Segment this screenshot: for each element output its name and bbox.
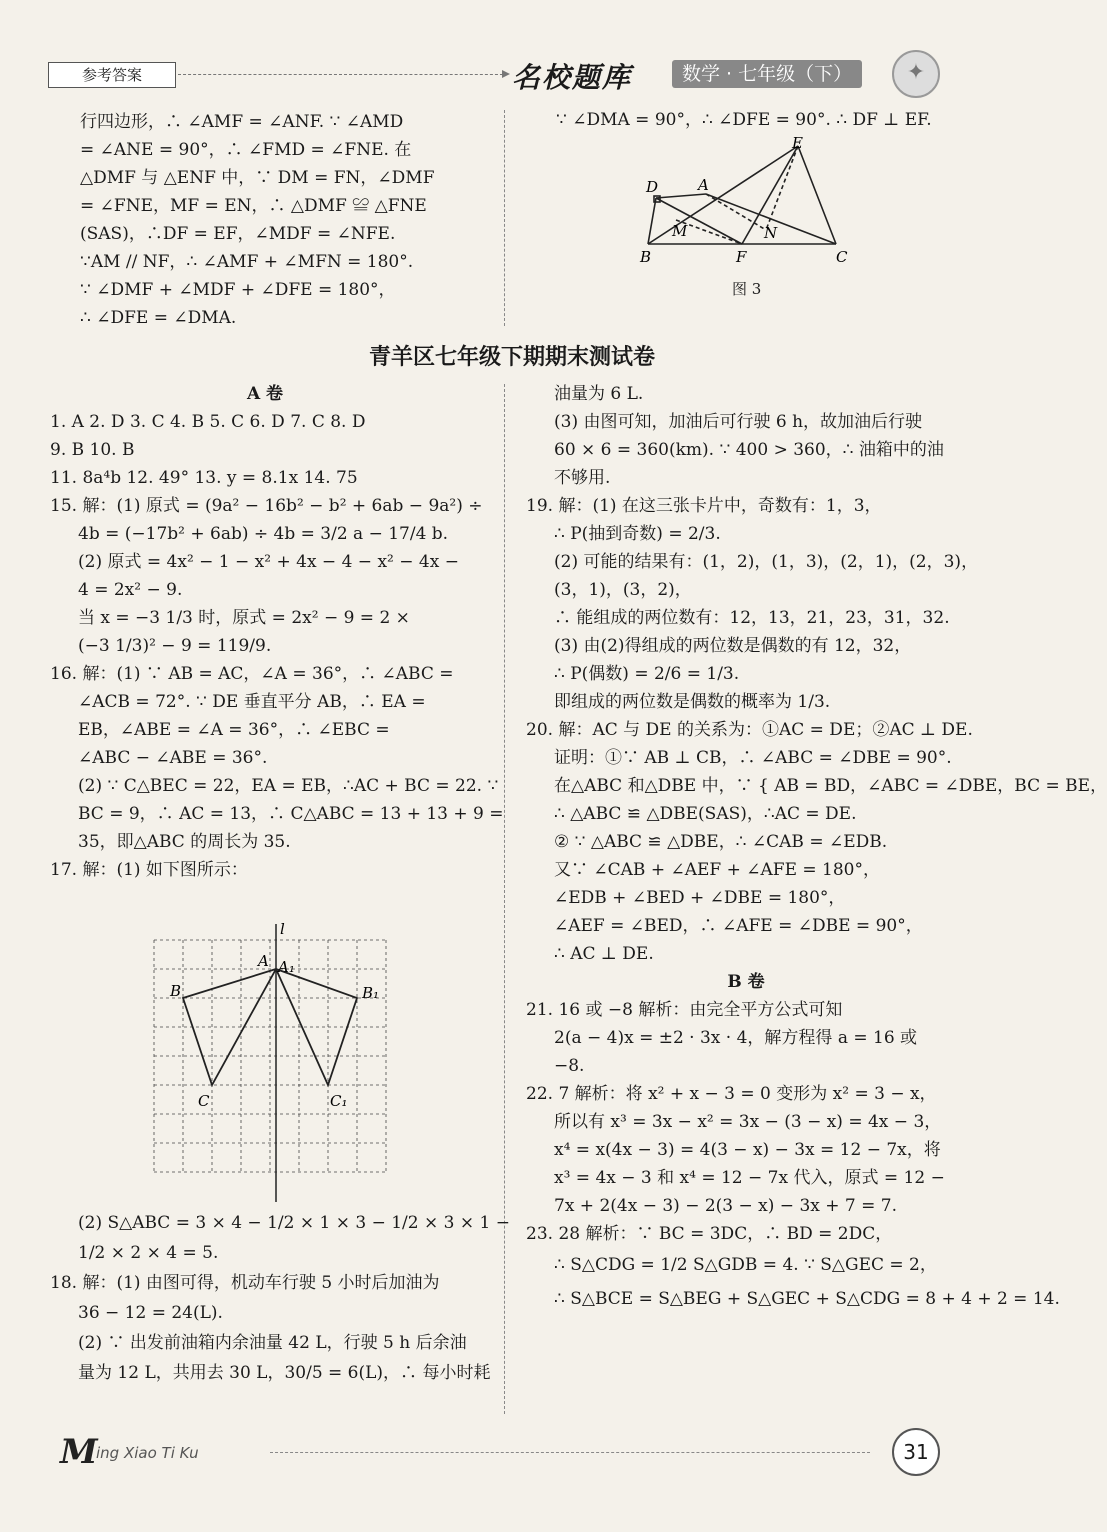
- label-c1: C₁: [330, 1092, 348, 1110]
- header-arrow: [178, 74, 508, 75]
- answers-row: 1. A 2. D 3. C 4. B 5. C 6. D 7. C 8. D: [50, 412, 366, 432]
- column-divider: [504, 110, 505, 326]
- label-e: E: [792, 134, 803, 152]
- left-top-block: [80, 108, 480, 332]
- q15-line: 4 = 2x² − 9.: [78, 580, 183, 600]
- emblem-icon: ✦: [892, 50, 940, 98]
- q16-line: EB，∠ABE = ∠A = 36°，∴ ∠EBC =: [78, 720, 390, 740]
- text-line: = ∠ANE = 90°，∴ ∠FMD = ∠FNE. 在: [80, 140, 412, 160]
- label-l: l: [280, 920, 285, 938]
- q20-line: 又∵ ∠CAB + ∠AEF + ∠AFE = 180°，: [554, 860, 880, 880]
- q15-line: (−3 1/3)² − 9 = 119/9.: [78, 636, 272, 656]
- answers-row: 9. B 10. B: [50, 440, 135, 460]
- q15-line: 当 x = −3 1/3 时，原式 = 2x² − 9 = 2 ×: [78, 608, 410, 628]
- label-b: B: [170, 982, 182, 1000]
- footer-subtitle: ing Xiao Ti Ku: [96, 1444, 199, 1462]
- segment-en: [766, 146, 798, 230]
- q23-line: 23. 28 解析：∵ BC = 3DC，∴ BD = 2DC，: [526, 1224, 893, 1244]
- text-line: = ∠FNE，MF = EN，∴ △DMF ≌ △FNE: [80, 196, 427, 216]
- q22-line: 22. 7 解析：将 x² + x − 3 = 0 变形为 x² = 3 − x，: [526, 1084, 937, 1104]
- q22-line: x⁴ = x(4x − 3) = 4(3 − x) − 3x = 12 − 7x，将: [554, 1140, 941, 1160]
- q20-line: ∠AEF = ∠BED，∴ ∠AFE = ∠DBE = 90°，: [554, 916, 923, 936]
- q17-intro: 17. 解：(1) 如下图所示：: [50, 860, 248, 880]
- text-line: ∵ ∠DMA = 90°，∴ ∠DFE = 90°. ∴ DF ⊥ EF.: [556, 110, 932, 130]
- header-subject: 数学 · 七年级（下）: [672, 60, 862, 88]
- q16-line: 16. 解：(1) ∵ AB = AC，∠A = 36°，∴ ∠ABC =: [50, 664, 454, 684]
- label-n: N: [764, 224, 778, 242]
- q16-line: 35，即△ABC 的周长为 35.: [78, 832, 291, 852]
- segment-df: [656, 198, 742, 244]
- label-c: C: [836, 248, 848, 266]
- segment-ec: [798, 146, 836, 244]
- q22-line: x³ = 4x − 3 和 x⁴ = 12 − 7x 代入，原式 = 12 −: [554, 1168, 945, 1188]
- q22-line: 所以有 x³ = 3x − x² = 3x − (3 − x) = 4x − 3，: [554, 1112, 942, 1132]
- header-brand: 名校题库: [512, 61, 633, 94]
- header-tag: 参考答案: [48, 62, 176, 88]
- q22-line: 7x + 2(4x − 3) − 2(3 − x) − 3x + 7 = 7.: [554, 1196, 897, 1216]
- section-title: 青羊区七年级下期期末测试卷: [368, 345, 655, 370]
- q19-line: 19. 解：(1) 在这三张卡片中，奇数有：1，3，: [526, 496, 882, 516]
- text-line: 行四边形，∴ ∠AMF = ∠ANF. ∵ ∠AMD: [80, 112, 404, 132]
- text-line: ∵ ∠DMF + ∠MDF + ∠DFE = 180°，: [80, 280, 396, 300]
- text-line: (SAS)，∴DF = EF，∠MDF = ∠NFE.: [80, 224, 396, 244]
- q23-line: ∴ S△CDG = 1/2 S△GDB = 4. ∵ S△GEC = 2，: [554, 1255, 937, 1275]
- q18-cont-line: 不够用.: [554, 468, 611, 488]
- q21-line: 21. 16 或 −8 解析：由完全平方公式可知: [526, 1000, 843, 1020]
- label-b1: B₁: [362, 984, 380, 1002]
- q17-grid-figure: [150, 920, 400, 1210]
- label-a: A: [258, 952, 269, 970]
- q19-line: ∴ P(偶数) = 2/6 = 1/3.: [554, 664, 740, 684]
- q20-line: 20. 解：AC 与 DE 的关系为：①AC = DE；②AC ⊥ DE.: [526, 720, 973, 740]
- q18-line: (2) ∵ 出发前油箱内余油量 42 L，行驶 5 h 后余油: [78, 1333, 467, 1353]
- q16-line: (2) ∵ C△BEC = 22，EA = EB，∴AC + BC = 22. ∵: [78, 776, 499, 796]
- q20-line: 在△ABC 和△DBE 中，∵ { AB = BD，∠ABC = ∠DBE，BC = BE，: [554, 776, 1107, 796]
- volume-b-heading: B 卷: [727, 972, 765, 992]
- q21-line: −8.: [554, 1056, 585, 1076]
- figure-3: [636, 134, 866, 268]
- q19-line: ∴ 能组成的两位数有：12，13，21，23，31，32.: [554, 608, 950, 628]
- q18-line: 18. 解：(1) 由图可得，机动车行驶 5 小时后加油为: [50, 1273, 440, 1293]
- text-line: △DMF 与 △ENF 中，∵ DM = FN，∠DMF: [80, 168, 435, 188]
- q18-line: 量为 12 L，共用去 30 L，30/5 = 6(L)，∴ 每小时耗: [78, 1363, 491, 1383]
- left-main-column: [50, 380, 504, 884]
- label-d: D: [646, 178, 659, 196]
- q18-cont-line: 60 × 6 = 360(km). ∵ 400 > 360，∴ 油箱中的油: [554, 440, 944, 460]
- segment-bd: [648, 198, 656, 244]
- q18-cont-line: (3) 由图可知，加油后可行驶 6 h，故加油后行驶: [554, 412, 923, 432]
- label-b: B: [640, 248, 652, 266]
- footer-logo: M: [60, 1432, 98, 1472]
- q16-line: ∠ABC − ∠ABE = 36°.: [78, 748, 268, 768]
- page-number: 31: [892, 1428, 940, 1476]
- text-line: ∵AM // NF，∴ ∠AMF + ∠MFN = 180°.: [80, 252, 414, 272]
- q20-line: ∠EDB + ∠BED + ∠DBE = 180°，: [554, 888, 846, 908]
- footer-divider: [270, 1452, 870, 1453]
- q17-line: (2) S△ABC = 3 × 4 − 1/2 × 1 × 3 − 1/2 × 3 × 1 −: [78, 1213, 510, 1233]
- q15-line: 4b = (−17b² + 6ab) ÷ 4b = 3/2 a − 17/4 b.: [78, 524, 449, 544]
- q17-line: 1/2 × 2 × 4 = 5.: [78, 1243, 219, 1263]
- q16-line: BC = 9，∴ AC = 13，∴ C△ABC = 13 + 13 + 9 =: [78, 804, 504, 824]
- label-f: F: [736, 248, 747, 266]
- right-top-line: [556, 106, 956, 134]
- q19-line: (2) 可能的结果有：(1，2)，(1，3)，(2，1)，(2，3)，: [554, 552, 979, 572]
- left-bottom-column: [50, 1208, 510, 1388]
- q18-cont-line: 油量为 6 L.: [554, 384, 644, 404]
- figure-caption: 图 3: [732, 280, 762, 298]
- label-a: A: [698, 176, 709, 194]
- q20-line: ∴ AC ⊥ DE.: [554, 944, 654, 964]
- q20-line: ∴ △ABC ≌ △DBE(SAS)，∴AC = DE.: [554, 804, 857, 824]
- label-c: C: [198, 1092, 210, 1110]
- q19-line: (3，1)，(3，2)，: [554, 580, 692, 600]
- q15-line: 15. 解：(1) 原式 = (9a² − 16b² − b² + 6ab − 9a²) ÷: [50, 496, 483, 516]
- q19-line: 即组成的两位数是偶数的概率为 1/3.: [554, 692, 831, 712]
- q16-line: ∠ACB = 72°. ∵ DE 垂直平分 AB，∴ EA =: [78, 692, 426, 712]
- q19-line: ∴ P(抽到奇数) = 2/3.: [554, 524, 721, 544]
- q21-line: 2(a − 4)x = ±2 · 3x · 4，解方程得 a = 16 或: [554, 1028, 918, 1048]
- q20-line: 证明：①∵ AB ⊥ CB，∴ ∠ABC = ∠DBE = 90°.: [554, 748, 952, 768]
- segment-da: [656, 194, 706, 198]
- q19-line: (3) 由(2)得组成的两位数是偶数的有 12，32，: [554, 636, 912, 656]
- text-line: ∴ ∠DFE = ∠DMA.: [80, 308, 237, 328]
- q20-line: ② ∵ △ABC ≌ △DBE，∴ ∠CAB = ∠EDB.: [554, 832, 888, 852]
- segment-an: [706, 194, 766, 230]
- column-divider: [504, 384, 505, 1414]
- q23-line: ∴ S△BCE = S△BEG + S△GEC + S△CDG = 8 + 4 + 2 = 14.: [554, 1289, 1060, 1309]
- volume-a-heading: A 卷: [246, 384, 284, 404]
- answers-row: 11. 8a⁴b 12. 49° 13. y = 8.1x 14. 75: [50, 468, 358, 488]
- label-a1: A₁: [278, 958, 295, 976]
- right-main-column: [526, 380, 1107, 1316]
- label-m: M: [672, 222, 688, 240]
- q15-line: (2) 原式 = 4x² − 1 − x² + 4x − 4 − x² − 4x −: [78, 552, 459, 572]
- q18-line: 36 − 12 = 24(L).: [78, 1303, 223, 1323]
